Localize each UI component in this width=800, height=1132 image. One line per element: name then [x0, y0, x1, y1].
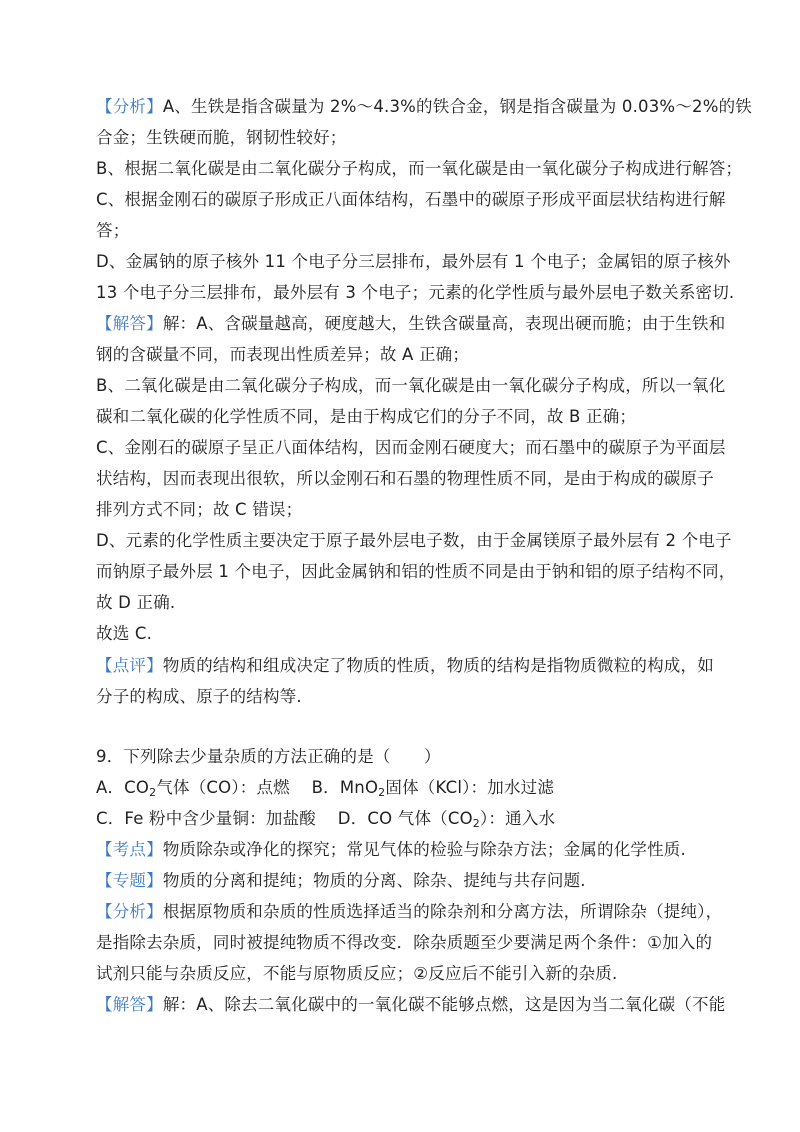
- kaodian-line: 【考点】物质除杂或净化的探究；常见气体的检验与除杂方法；金属的化学性质.: [96, 840, 686, 859]
- solution-line-5: C、金刚石的碳原子呈正八面体结构，因而金刚石硬度大；而石墨中的碳原子为平面层: [96, 438, 726, 457]
- q9-analysis-tag: 【分析】: [96, 902, 163, 921]
- analysis-line-6: D、金属钠的原子核外 11 个电子分三层排布，最外层有 1 个电子；金属铝的原子核外: [96, 252, 731, 271]
- analysis-tag: 【分析】: [96, 97, 163, 116]
- solution-line-8: D、元素的化学性质主要决定于原子最外层电子数，由于金属镁原子最外层有 2 个电子: [96, 531, 732, 550]
- solution-line-4: 碳和二氧化碳的化学性质不同，是由于构成它们的分子不同，故 B 正确；: [96, 407, 637, 426]
- option-c: C．Fe 粉中含少量铜：加盐酸: [96, 809, 317, 828]
- option-d: D．CO 气体$(CO_2)$：通入水: [337, 809, 556, 830]
- comment-line-2: 分子的构成、原子的结构等.: [96, 687, 302, 706]
- comment-line-1: 【点评】物质的结构和组成决定了物质的性质，物质的结构是指物质微粒的构成，如: [96, 656, 714, 675]
- analysis-line-2: 合金；生铁硬而脆，钢韧性较好；: [96, 128, 347, 147]
- solution-line-9: 而钠原子最外层 1 个电子，因此金属钠和铝的性质不同是由于钠和铝的原子结构不同，: [96, 562, 736, 581]
- question-9-options-ab: [96, 778, 554, 798]
- comment-tag: 【点评】: [96, 656, 163, 675]
- solution-line-3: B、二氧化碳是由二氧化碳分子构成，而一氧化碳是由一氧化碳分子构成，所以一氧化: [96, 376, 726, 395]
- q9-analysis-line-1: 【分析】根据原物质和杂质的性质选择适当的除杂剂和分离方法，所谓除杂（提纯），: [96, 902, 723, 921]
- solution-line-10: 故 D 正确.: [96, 593, 176, 612]
- option-a: A．$CO_2$气体（CO）：点燃: [96, 778, 290, 799]
- question-9-options-cd: [96, 809, 555, 829]
- zhuanti-tag: 【专题】: [96, 871, 163, 890]
- solution-line-2: 钢的含碳量不同，而表现出性质差异；故 A 正确；: [96, 345, 470, 364]
- solution-tag: 【解答】: [96, 314, 163, 333]
- question-9-stem: 9．下列除去少量杂质的方法正确的是（ ）: [96, 747, 441, 766]
- q9-solution-tag: 【解答】: [96, 995, 163, 1014]
- solution-line-6: 状结构，因而表现出很软，所以金刚石和石墨的物理性质不同，是由于构成的碳原子: [96, 469, 714, 488]
- solution-conclusion: 故选 C.: [96, 624, 153, 643]
- solution-line-7: 排列方式不同；故 C 错误；: [96, 500, 303, 519]
- solution-line-1: 【解答】解：A、含碳量越高，硬度越大，生铁含碳量高，表现出硬而脆；由于生铁和: [96, 314, 726, 333]
- option-b: B．MnO$_2$固体（KCl）：加水过滤: [311, 778, 555, 799]
- analysis-line-7: 13 个电子分三层排布，最外层有 3 个电子；元素的化学性质与最外层电子数关系密切.: [96, 283, 735, 302]
- analysis-line-1: 【分析】A、生铁是指含碳量为 2%～4.3%的铁合金，钢是指含碳量为 0.03%～2%的铁: [96, 97, 752, 116]
- analysis-line-4: C、根据金刚石的碳原子形成正八面体结构，石墨中的碳原子形成平面层状结构进行解: [96, 190, 726, 209]
- q9-analysis-line-2: 是指除去杂质，同时被提纯物质不得改变．除杂质题至少要满足两个条件：①加入的: [96, 933, 713, 952]
- analysis-line-3: B、根据二氧化碳是由二氧化碳分子构成，而一氧化碳是由一氧化碳分子构成进行解答；: [96, 159, 743, 178]
- zhuanti-line: 【专题】物质的分离和提纯；物质的分离、除杂、提纯与共存问题.: [96, 871, 586, 890]
- analysis-line-5: 答；: [96, 221, 130, 240]
- kaodian-tag: 【考点】: [96, 840, 163, 859]
- q9-solution-line-1: 【解答】解：A、除去二氧化碳中的一氧化碳不能够点燃，这是因为当二氧化碳（不能: [96, 995, 726, 1014]
- q9-analysis-line-3: 试剂只能与杂质反应，不能与原物质反应；②反应后不能引入新的杂质.: [96, 964, 618, 983]
